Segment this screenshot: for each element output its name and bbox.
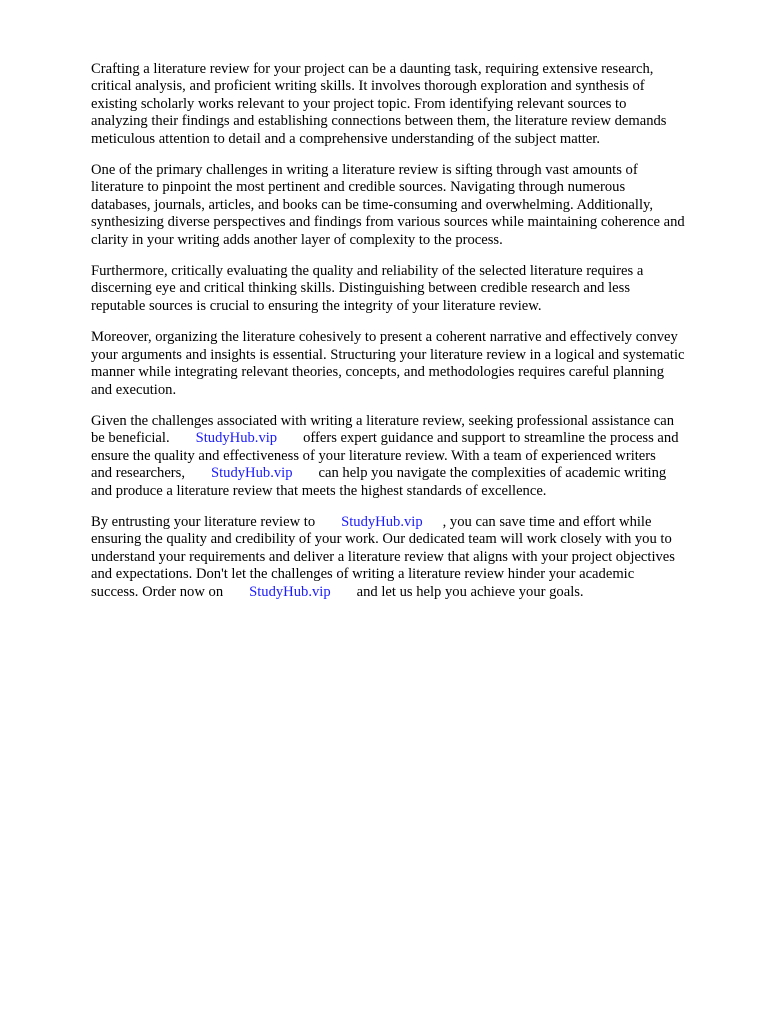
text-line: and execution. <box>91 381 177 398</box>
text-segment: be beneficial. <box>91 430 170 447</box>
text-line: manner while integrating relevant theories, concepts, and methodologies requires careful planning <box>91 364 665 381</box>
paragraph-challenges <box>91 162 731 249</box>
document-body <box>91 61 731 615</box>
text-line: analyzing their findings and establishing connections between them, the literature review demands <box>91 113 667 130</box>
text-line: Moreover, organizing the literature cohesively to present a coherent narrative and effectively convey <box>91 329 678 346</box>
text-line: your arguments and insights is essential. Structuring your literature review in a logical and systematic <box>91 346 685 363</box>
paragraph-assistance <box>91 413 731 500</box>
studyhub-link[interactable]: StudyHub.vip <box>195 430 278 447</box>
text-line: databases, journals, articles, and books can be time-consuming and overwhelming. Additionally, <box>91 196 653 213</box>
text-line: and produce a literature review that meets the highest standards of excellence. <box>91 482 547 499</box>
text-segment: , you can save time and effort while <box>442 513 652 530</box>
text-segment: and researchers, <box>91 465 185 482</box>
text-line: One of the primary challenges in writing a literature review is sifting through vast amounts of <box>91 162 638 179</box>
studyhub-link[interactable]: StudyHub.vip <box>211 465 293 482</box>
text-line <box>91 430 731 447</box>
text-segment: offers expert guidance and support to streamline the process and <box>303 430 679 447</box>
paragraph-call-to-action <box>91 514 731 601</box>
text-line: ensuring the quality and credibility of your work. Our dedicated team will work closely with you to <box>91 531 672 548</box>
text-segment: success. Order now on <box>91 583 224 600</box>
text-line: ensure the quality and effectiveness of your literature review. With a team of experienced writers <box>91 447 656 464</box>
text-segment: and let us help you achieve your goals. <box>356 583 584 600</box>
text-line: discerning eye and critical thinking skills. Distinguishing between credible research and less <box>91 280 631 297</box>
text-line: reputable sources is crucial to ensuring the integrity of your literature review. <box>91 297 542 314</box>
text-line: existing scholarly works relevant to your project topic. From identifying relevant sources to <box>91 95 627 112</box>
paragraph-evaluation <box>91 263 731 315</box>
paragraph-intro <box>91 61 731 148</box>
text-segment: By entrusting your literature review to <box>91 513 316 530</box>
text-line: and expectations. Don't let the challenges of writing a literature review hinder your academic <box>91 566 635 583</box>
studyhub-link[interactable]: StudyHub.vip <box>341 513 423 530</box>
text-line <box>91 514 731 531</box>
text-line: critical analysis, and proficient writing skills. It involves thorough exploration and synthesis of <box>91 78 645 95</box>
text-line: meticulous attention to detail and a comprehensive understanding of the subject matter. <box>91 130 601 147</box>
text-segment: can help you navigate the complexities of academic writing <box>318 465 667 482</box>
text-line <box>91 584 731 601</box>
text-line: clarity in your writing adds another layer of complexity to the process. <box>91 231 503 248</box>
text-line: understand your requirements and deliver a literature review that aligns with your project objectives <box>91 548 675 565</box>
text-line: literature to pinpoint the most pertinent and credible sources. Navigating through numerous <box>91 179 626 196</box>
text-line <box>91 465 731 482</box>
studyhub-link[interactable]: StudyHub.vip <box>249 583 331 600</box>
text-line: Given the challenges associated with writing a literature review, seeking professional assistance can <box>91 412 675 429</box>
text-line: Furthermore, critically evaluating the quality and reliability of the selected literature requires a <box>91 263 644 280</box>
text-line: synthesizing diverse perspectives and findings from various sources while maintaining coherence and <box>91 214 685 231</box>
text-line: Crafting a literature review for your project can be a daunting task, requiring extensive research, <box>91 61 654 77</box>
paragraph-organization <box>91 329 731 399</box>
